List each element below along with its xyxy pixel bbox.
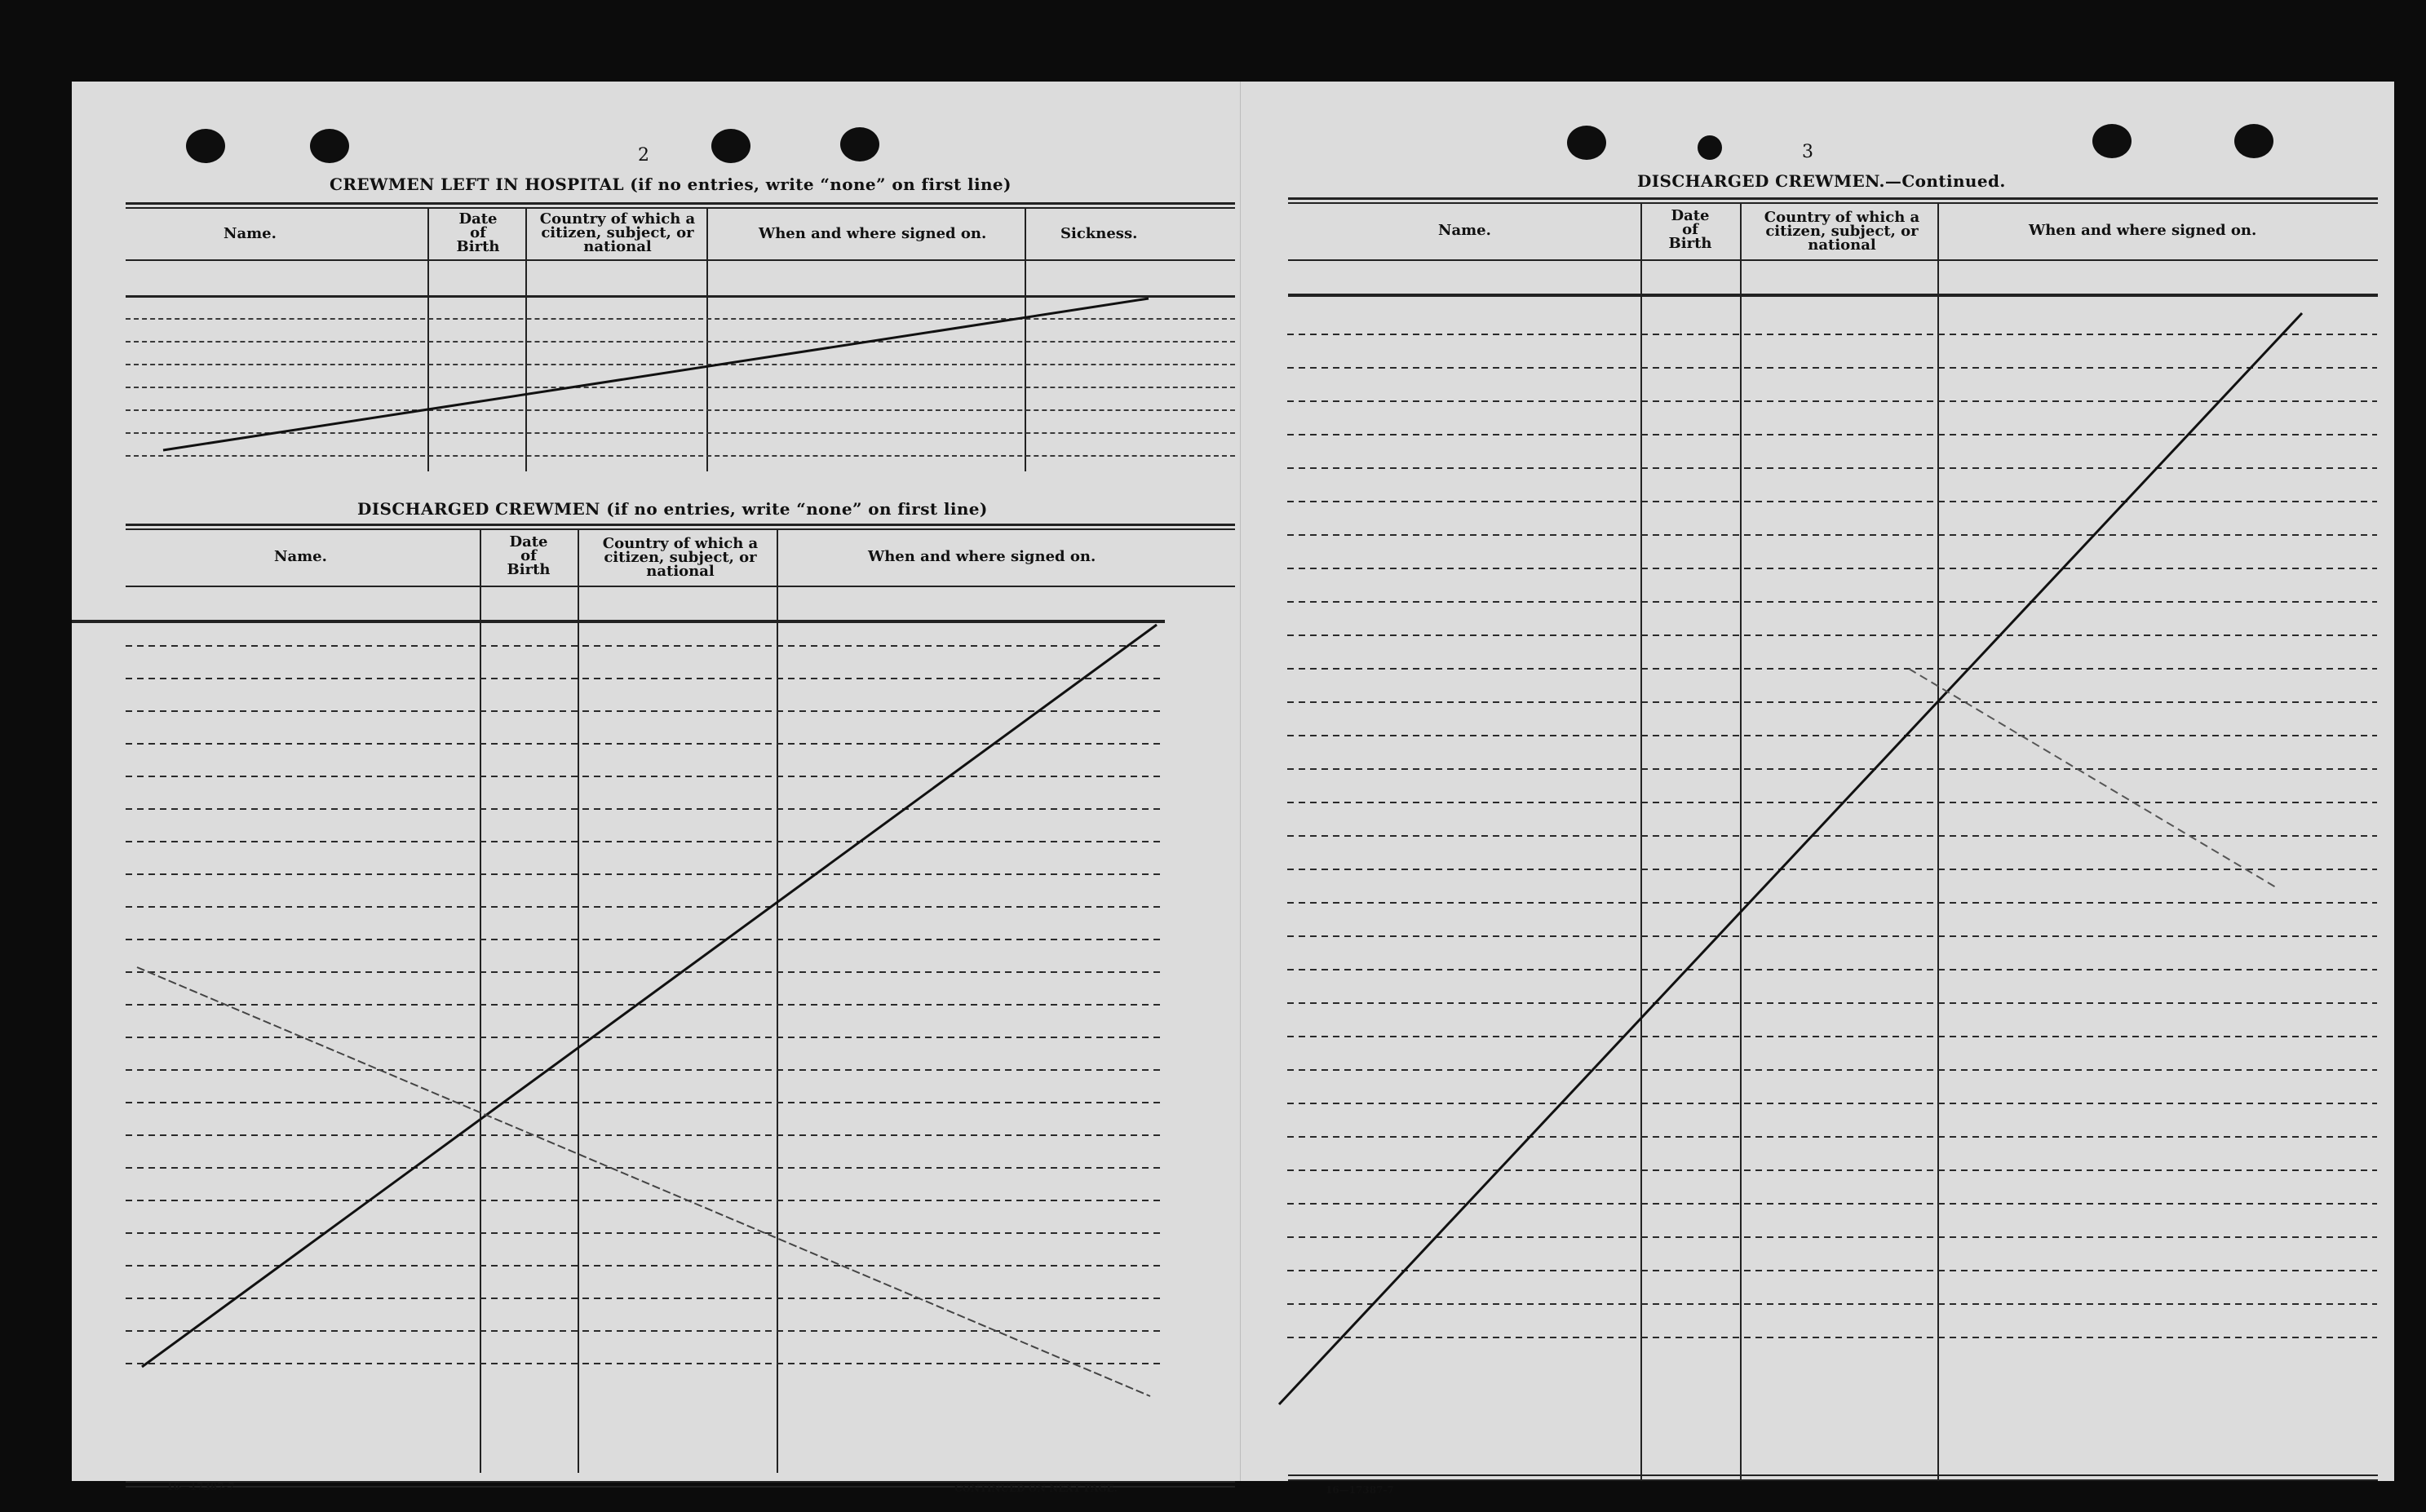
page-number: 2: [638, 145, 649, 166]
continued-note: CONTINUED ON NEXT PAGE.: [954, 1483, 1118, 1494]
pen-stroke: [137, 967, 1150, 1396]
column-header-signed-on: When and where signed on.: [2029, 222, 2257, 239]
discharged-section-title: DISCHARGED CREWMEN (if no entries, write “none” on first line): [357, 499, 988, 519]
column-header-country: Country of which a citizen, subject, or national: [1764, 209, 1920, 254]
column-header-signed-on: When and where signed on.: [759, 225, 987, 242]
column-header-signed-on: When and where signed on.: [868, 548, 1096, 565]
hospital-section-title: CREWMEN LEFT IN HOSPITAL (if no entries, write “none” on first line): [330, 175, 1012, 194]
column-header-sickness: Sickness.: [1060, 225, 1138, 242]
column-header-name: Name.: [1438, 222, 1491, 239]
column-header-country: Country of which a citizen, subject, or national: [539, 210, 696, 255]
page-number: 3: [1802, 142, 1813, 162]
form-number: 16—17387-7: [1326, 1484, 1394, 1496]
pen-stroke: [142, 625, 1157, 1367]
discharged-continued-title: DISCHARGED CREWMEN.—Continued.: [1637, 171, 2006, 191]
column-header-date-of-birth: Date of Birth: [1668, 207, 1712, 252]
column-header-country: Country of which a citizen, subject, or national: [602, 535, 759, 580]
pen-stroke: [163, 298, 1149, 450]
column-header-name: Name.: [274, 548, 327, 565]
column-header-date-of-birth: Date of Birth: [507, 533, 551, 578]
column-header-date-of-birth: Date of Birth: [456, 210, 500, 255]
pen-stroke: [1279, 313, 2302, 1404]
form-number: 16—17387-7: [166, 1481, 235, 1492]
column-header-name: Name.: [224, 225, 277, 242]
